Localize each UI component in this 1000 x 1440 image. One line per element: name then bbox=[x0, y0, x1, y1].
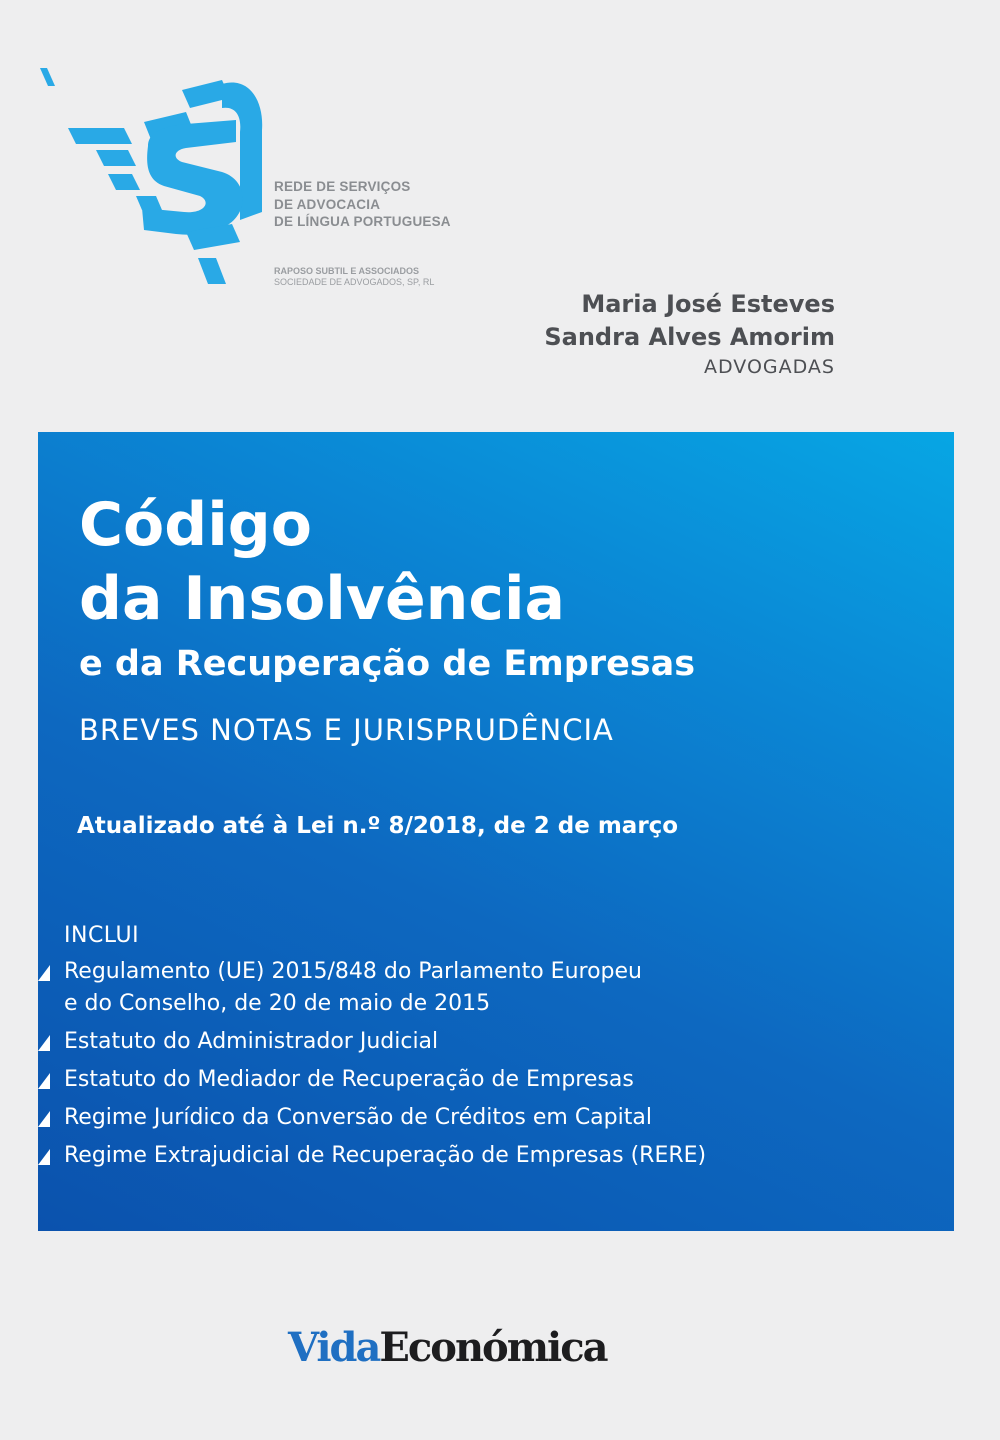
includes-item-line: Regulamento (UE) 2015/848 do Parlamento Europeu bbox=[64, 959, 642, 984]
includes-item bbox=[64, 1064, 706, 1096]
includes-item bbox=[64, 1140, 706, 1172]
logo-line-2: DE ADVOCACIA bbox=[274, 196, 381, 212]
includes-item-line: e do Conselho, de 20 de maio de 2015 bbox=[64, 991, 491, 1016]
book-title bbox=[79, 488, 565, 636]
author-name: Sandra Alves Amorim bbox=[544, 323, 835, 351]
includes-item-line: Estatuto do Administrador Judicial bbox=[64, 1029, 439, 1054]
includes-item bbox=[64, 1026, 706, 1058]
logo-text bbox=[274, 178, 451, 231]
includes-heading: INCLUI bbox=[64, 923, 140, 948]
includes-item bbox=[64, 1102, 706, 1134]
includes-item-line: Regime Extrajudicial de Recuperação de Empresas (RERE) bbox=[64, 1143, 707, 1168]
book-notes: BREVES NOTAS E JURISPRUDÊNCIA bbox=[79, 713, 614, 747]
firm-name bbox=[274, 266, 434, 288]
update-note: Atualizado até à Lei n.º 8/2018, de 2 de março bbox=[77, 813, 679, 839]
includes-item bbox=[64, 956, 706, 1020]
logo-line-3: DE LÍNGUA PORTUGUESA bbox=[274, 214, 451, 229]
publisher-name-part2: Económica bbox=[379, 1324, 607, 1371]
author-name: Maria José Esteves bbox=[581, 290, 835, 318]
firm-type-line: SOCIEDADE DE ADVOGADOS, SP, RL bbox=[274, 277, 435, 287]
rsa-logo-icon bbox=[36, 62, 276, 298]
publisher-logo bbox=[288, 1324, 607, 1371]
author-role: ADVOGADAS bbox=[704, 356, 835, 378]
includes-item-line: Regime Jurídico da Conversão de Créditos em Capital bbox=[64, 1105, 652, 1130]
book-subtitle: e da Recuperação de Empresas bbox=[79, 644, 696, 684]
authors bbox=[544, 288, 835, 380]
logo-line-1: REDE DE SERVIÇOS bbox=[274, 179, 411, 194]
title-line: da Insolvência bbox=[79, 564, 566, 634]
includes-list bbox=[64, 920, 706, 1178]
firm-name-line: RAPOSO SUBTIL E ASSOCIADOS bbox=[274, 266, 420, 276]
includes-item-line: Estatuto do Mediador de Recuperação de Empresas bbox=[64, 1067, 634, 1092]
publisher-name-part1: Vida bbox=[288, 1324, 380, 1371]
title-line: Código bbox=[79, 490, 312, 560]
cover-panel bbox=[38, 432, 954, 1231]
